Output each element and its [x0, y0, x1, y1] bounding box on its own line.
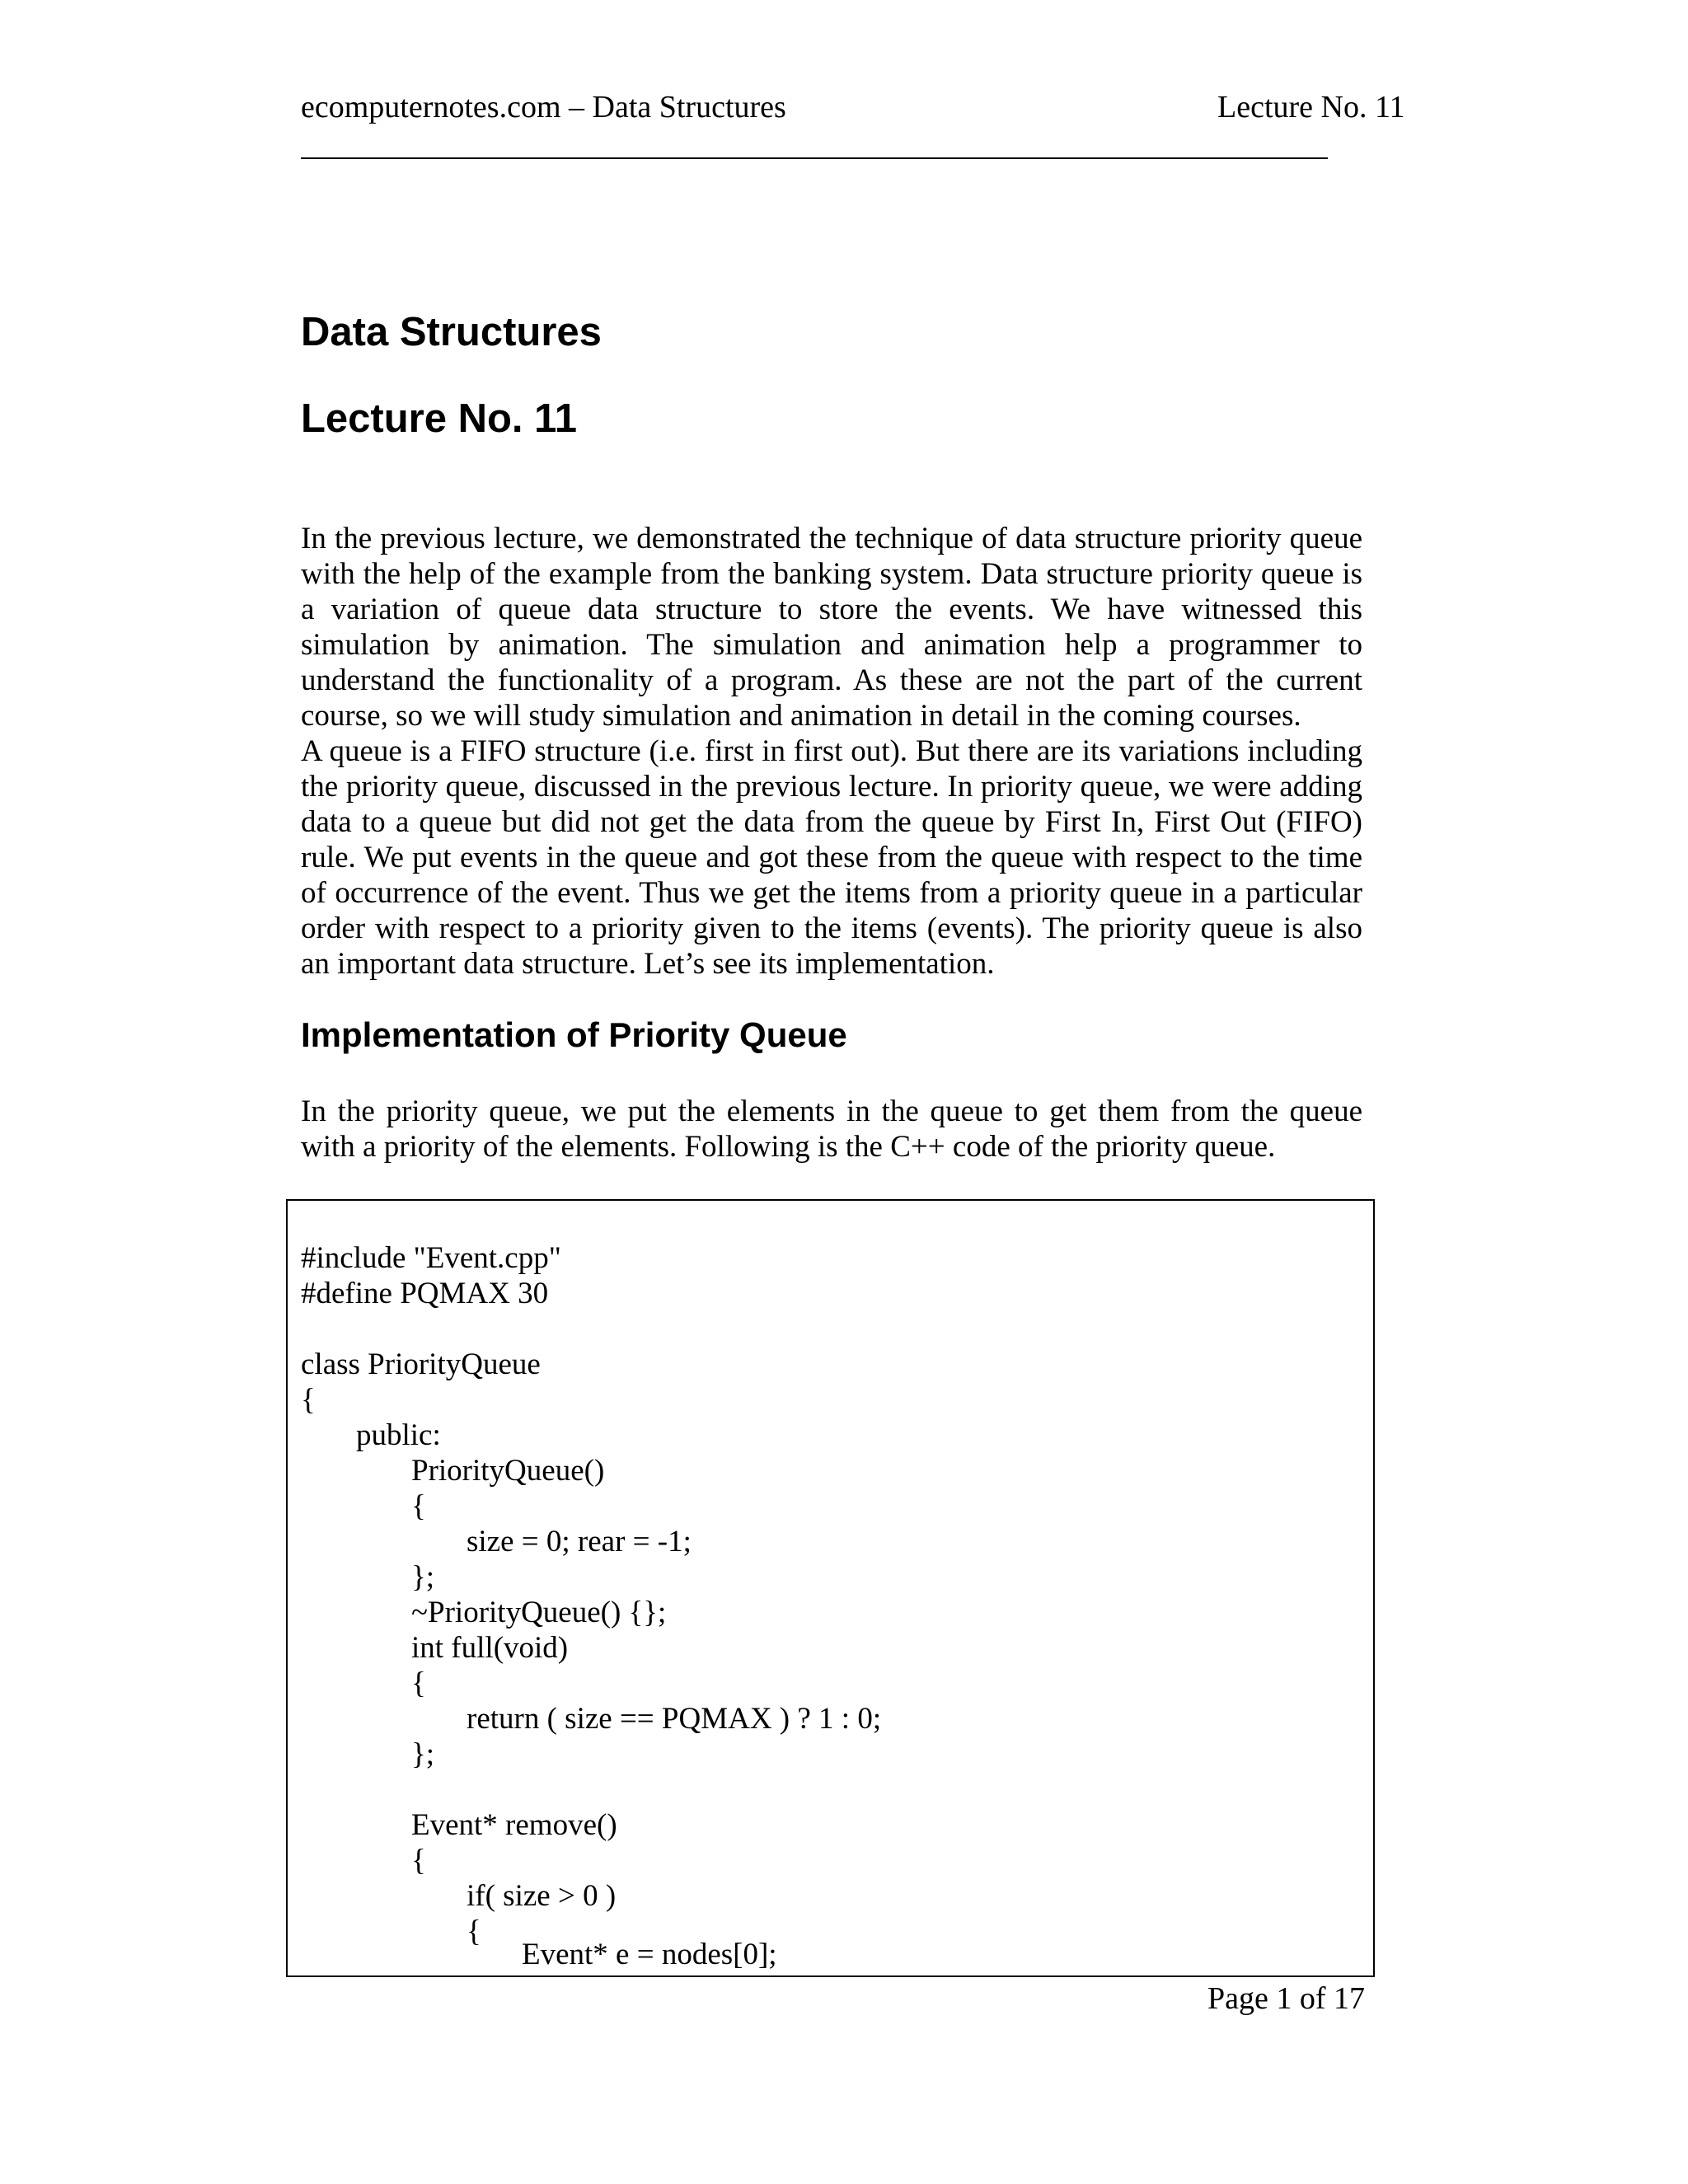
code-line: #include "Event.cpp": [301, 1241, 561, 1275]
code-line: Event* remove(): [411, 1808, 617, 1842]
code-line: {: [467, 1915, 481, 1948]
code-line: ~PriorityQueue() {};: [411, 1596, 667, 1629]
intro-text: [301, 521, 1362, 982]
code-line: {: [301, 1383, 316, 1417]
section-heading: Implementation of Priority Queue: [301, 1015, 847, 1054]
header-site-title: ecomputernotes.com – Data Structures: [301, 90, 786, 124]
code-line: int full(void): [411, 1631, 569, 1665]
header-lecture-number: Lecture No. 11: [1217, 90, 1405, 124]
page-number: Page 1 of 17: [1207, 1981, 1366, 2016]
header-divider: [301, 157, 1328, 159]
code-listing: [286, 1199, 1375, 1977]
code-line: {: [411, 1844, 426, 1877]
code-line: if( size > 0 ): [467, 1879, 617, 1913]
code-line: PriorityQueue(): [411, 1454, 605, 1488]
code-line: public:: [356, 1418, 441, 1452]
code-line: Event* e = nodes[0];: [522, 1938, 777, 1971]
code-line: };: [411, 1560, 435, 1594]
code-line: };: [411, 1737, 435, 1771]
code-line: size = 0; rear = -1;: [467, 1525, 692, 1558]
code-line: {: [411, 1666, 426, 1700]
lecture-title: Lecture No. 11: [301, 396, 577, 441]
section-paragraph: In the priority queue, we put the elements in the queue to get them from the queue with a priority of the elements. Following is the C++ code of the priority queue.: [301, 1094, 1362, 1164]
intro-paragraph-2: A queue is a FIFO structure (i.e. first in first out). But there are its variations including the priority queue, discussed in the previous lecture. In priority queue, we were adding data to a queue but did not get the data from the queue by First In, First Out (FIFO) rule. We put events in the queue and got these from the queue with respect to the time of occurrence of the event. Thus we get the items from a priority queue in a particular order with respect to a priority given to the items (events). The priority queue is also an important data structure. Let’s see its implementation.: [301, 734, 1362, 981]
code-line: {: [411, 1489, 426, 1523]
code-line: return ( size == PQMAX ) ? 1 : 0;: [467, 1702, 882, 1736]
document-title: Data Structures: [301, 310, 602, 354]
intro-paragraph-1: In the previous lecture, we demonstrated the technique of data structure priority queue with the help of the example from the banking system. Data structure priority queue is a variation of queue data structure to store the events. We have witnessed this simulation by animation. The simulation and animation help a programmer to understand the functionality of a program. As these are not the part of the current course, so we will study simulation and animation in detail in the coming courses.: [301, 522, 1362, 733]
code-line: class PriorityQueue: [301, 1347, 541, 1381]
code-line: #define PQMAX 30: [301, 1277, 549, 1310]
